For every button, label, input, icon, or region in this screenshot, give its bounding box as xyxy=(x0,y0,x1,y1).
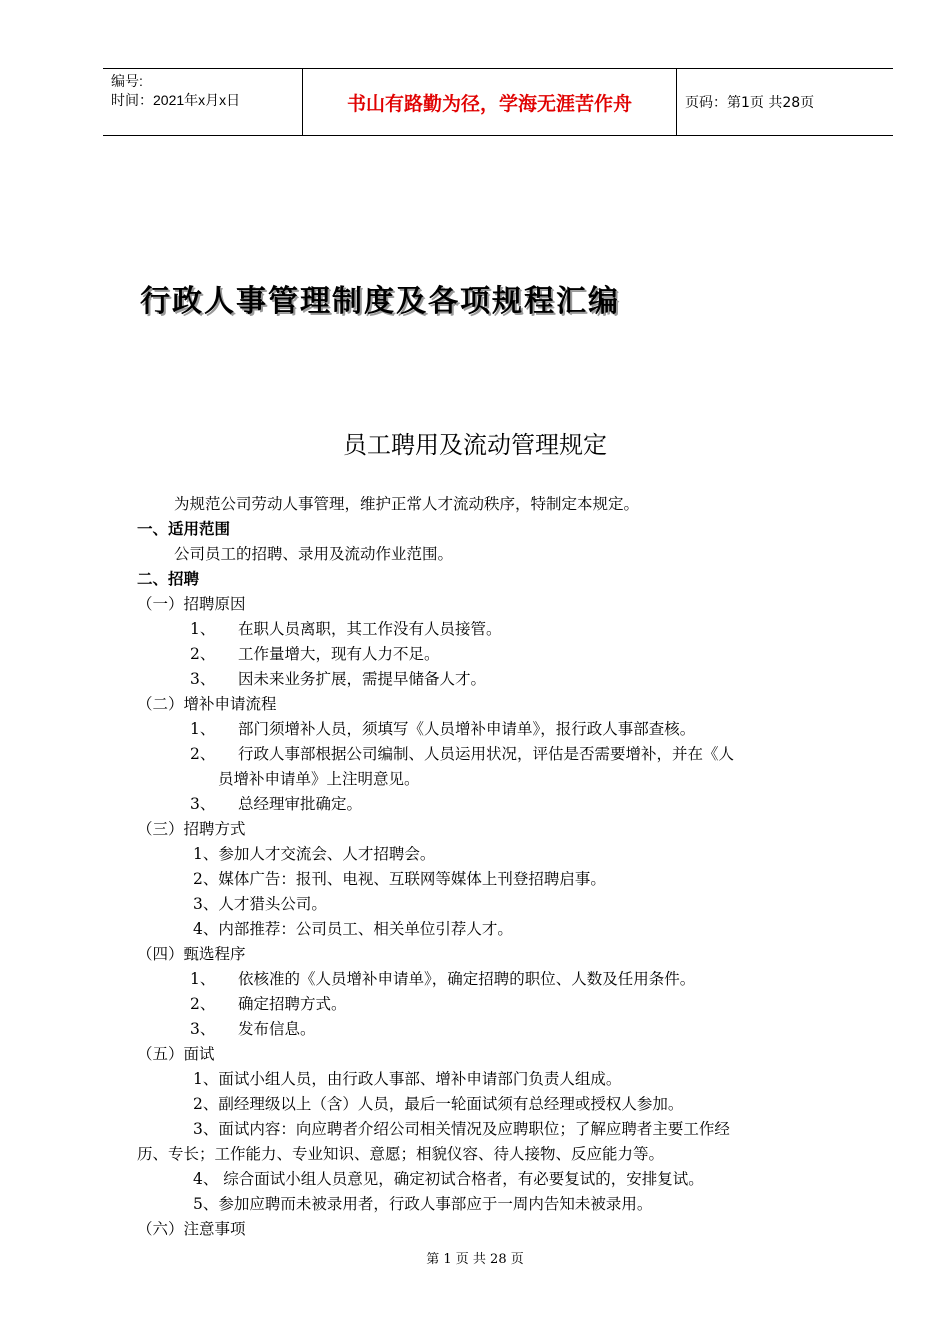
list-item: 1、面试小组人员，由行政人事部、增补申请部门负责人组成。 xyxy=(193,1070,622,1088)
list-item: 1、 部门须增补人员，须填写《人员增补申请单》，报行政人事部查核。 xyxy=(190,720,696,738)
list-item: 5、参加应聘而未被录用者，行政人事部应于一周内告知未被录用。 xyxy=(193,1195,653,1213)
list-item: 3、 总经理审批确定。 xyxy=(190,795,363,813)
heading-scope: 一、适用范围 xyxy=(137,520,231,538)
list-item: 3、 发布信息。 xyxy=(190,1020,316,1038)
list-item-continuation: 历、专长；工作能力、专业知识、意愿；相貌仪容、待人接物、反应能力等。 xyxy=(137,1145,665,1163)
list-item-continuation: 员增补申请单》上注明意见。 xyxy=(218,770,420,788)
intro-paragraph: 为规范公司劳动人事管理，维护正常人才流动秩序，特制定本规定。 xyxy=(174,495,640,513)
document-title: 行政人事管理制度及各项规程汇编 xyxy=(140,284,620,319)
scope-text: 公司员工的招聘、录用及流动作业范围。 xyxy=(174,545,454,563)
subheading-application-process: （二）增补申请流程 xyxy=(137,695,277,713)
subheading-notes: （六）注意事项 xyxy=(137,1220,246,1238)
list-item: 1、 在职人员离职，其工作没有人员接管。 xyxy=(190,620,502,638)
list-item: 3、 因未来业务扩展，需提早储备人才。 xyxy=(190,670,487,688)
subheading-reasons: （一）招聘原因 xyxy=(137,595,246,613)
header-table xyxy=(103,68,893,136)
header-divider xyxy=(676,69,677,135)
list-item: 1、参加人才交流会、人才招聘会。 xyxy=(193,845,436,863)
list-item: 4、内部推荐：公司员工、相关单位引荐人才。 xyxy=(193,920,513,938)
header-info-cell xyxy=(103,69,302,135)
subheading-selection-procedure: （四）甄选程序 xyxy=(137,945,246,963)
header-page-code: 页码：第1页 共28页 xyxy=(685,95,815,111)
heading-recruitment: 二、招聘 xyxy=(137,570,200,588)
header-motto: 书山有路勤为径，学海无涯苦作舟 xyxy=(346,92,632,115)
list-item: 4、 综合面试小组人员意见，确定初试合格者，有必要复试的，安排复试。 xyxy=(193,1170,704,1188)
list-item: 2、 工作量增大，现有人力不足。 xyxy=(190,645,440,663)
subheading-recruitment-methods: （三）招聘方式 xyxy=(137,820,246,838)
list-item: 3、人才猎头公司。 xyxy=(193,895,327,913)
list-item: 2、 行政人事部根据公司编制、人员运用状况，评估是否需要增补，并在《人 xyxy=(190,745,735,763)
document-number-label: 编号: xyxy=(111,73,143,89)
subheading-interview: （五）面试 xyxy=(137,1045,215,1063)
list-item: 2、 确定招聘方式。 xyxy=(190,995,347,1013)
page-footer: 第 1 页 共 28 页 xyxy=(426,1252,524,1267)
list-item: 1、 依核准的《人员增补申请单》，确定招聘的职位、人数及任用条件。 xyxy=(190,970,696,988)
list-item: 2、副经理级以上（含）人员，最后一轮面试须有总经理或授权人参加。 xyxy=(193,1095,684,1113)
list-item: 3、面试内容：向应聘者介绍公司相关情况及应聘职位；了解应聘者主要工作经 xyxy=(193,1120,730,1138)
list-item: 2、媒体广告：报刊、电视、互联网等媒体上刊登招聘启事。 xyxy=(193,870,606,888)
document-time-label: 时间：2021年x月x日 xyxy=(111,92,241,108)
section-title: 员工聘用及流动管理规定 xyxy=(343,431,607,459)
